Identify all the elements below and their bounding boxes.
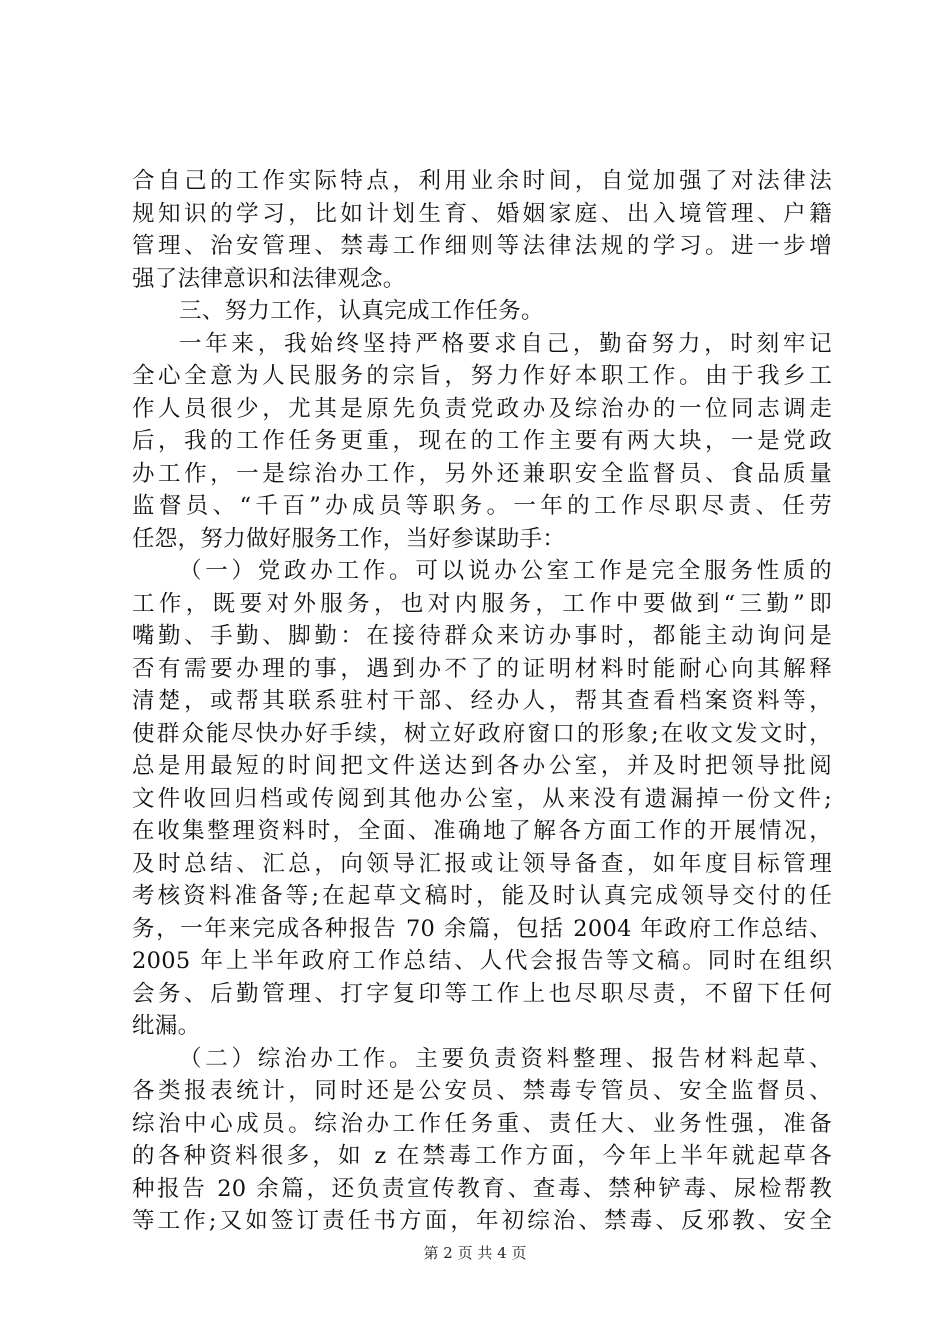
text-line: 考核资料准备等;在起草文稿时，能及时认真完成领导交付的任 <box>132 883 832 909</box>
text-line: 任怨，努力做好服务工作，当好参谋助手： <box>132 525 566 552</box>
text-line: 种报告 20 余篇，还负责宣传教育、查毒、禁种铲毒、尿检帮教 <box>132 1175 832 1202</box>
text-line: 在收集整理资料时，全面、准确地了解各方面工作的开展情况， <box>132 818 832 844</box>
text-line: 2005 年上半年政府工作总结、人代会报告等文稿。同时在组织 <box>132 948 832 974</box>
text-line: 后，我的工作任务更重，现在的工作主要有两大块，一是党政 <box>132 428 832 454</box>
text-line: 会务、后勤管理、打字复印等工作上也尽职尽责，不留下任何 <box>132 980 832 1007</box>
document-body <box>132 165 832 1238</box>
text-line: 强了法律意识和法律观念。 <box>132 265 406 292</box>
text-line: 规知识的学习，比如计划生育、婚姻家庭、出入境管理、户籍 <box>132 200 832 227</box>
text-line: 工作，既要对外服务，也对内服务，工作中要做到“三勤”即 <box>132 590 832 617</box>
text-line: 等工作;又如签订责任书方面，年初综治、禁毒、反邪教、安全 <box>132 1208 832 1234</box>
text-line: 合自己的工作实际特点，利用业余时间，自觉加强了对法律法 <box>132 168 832 194</box>
text-line: 全心全意为人民服务的宗旨，努力作好本职工作。由于我乡工 <box>132 363 832 389</box>
text-line: 作人员很少，尤其是原先负责党政办及综治办的一位同志调走 <box>132 395 832 422</box>
text-line: 管理、治安管理、禁毒工作细则等法律法规的学习。进一步增 <box>132 233 832 259</box>
text-line: 监督员、“千百”办成员等职务。一年的工作尽职尽责、任劳 <box>132 493 832 519</box>
text-line: 办工作，一是综治办工作，另外还兼职安全监督员、食品质量 <box>132 460 832 487</box>
text-line: 使群众能尽快办好手续，树立好政府窗口的形象;在收文发文时， <box>132 720 832 747</box>
page-footer: 第 2 页 共 4 页 <box>423 1244 527 1262</box>
text-line: 否有需要办理的事，遇到办不了的证明材料时能耐心向其解释 <box>132 655 832 682</box>
text-line: 清楚，或帮其联系驻村干部、经办人，帮其查看档案资料等， <box>132 688 832 714</box>
text-line: 嘴勤、手勤、脚勤：在接待群众来访办事时，都能主动询问是 <box>132 623 832 649</box>
text-line: 总是用最短的时间把文件送达到各办公室，并及时把领导批阅 <box>132 753 832 779</box>
text-line: 一年来，我始终坚持严格要求自己，勤奋努力，时刻牢记 <box>179 330 832 357</box>
text-line: 各类报表统计，同时还是公安员、禁毒专管员、安全监督员、 <box>132 1078 832 1104</box>
text-line: 纰漏。 <box>132 1013 201 1039</box>
text-line: 文件收回归档或传阅到其他办公室，从来没有遗漏掉一份文件; <box>132 785 832 812</box>
text-line: 的各种资料很多，如 z 在禁毒工作方面，今年上半年就起草各 <box>132 1143 832 1169</box>
text-line: 三、努力工作，认真完成工作任务。 <box>179 298 544 324</box>
text-line: （一）党政办工作。可以说办公室工作是完全服务性质的 <box>179 558 832 584</box>
text-line: 务，一年来完成各种报告 70 余篇，包括 2004 年政府工作总结、 <box>132 915 832 942</box>
text-line: （二）综治办工作。主要负责资料整理、报告材料起草、 <box>179 1045 832 1072</box>
text-line: 及时总结、汇总，向领导汇报或让领导备查，如年度目标管理 <box>132 850 832 877</box>
text-line: 综治中心成员。综治办工作任务重、责任大、业务性强，准备 <box>132 1110 832 1137</box>
